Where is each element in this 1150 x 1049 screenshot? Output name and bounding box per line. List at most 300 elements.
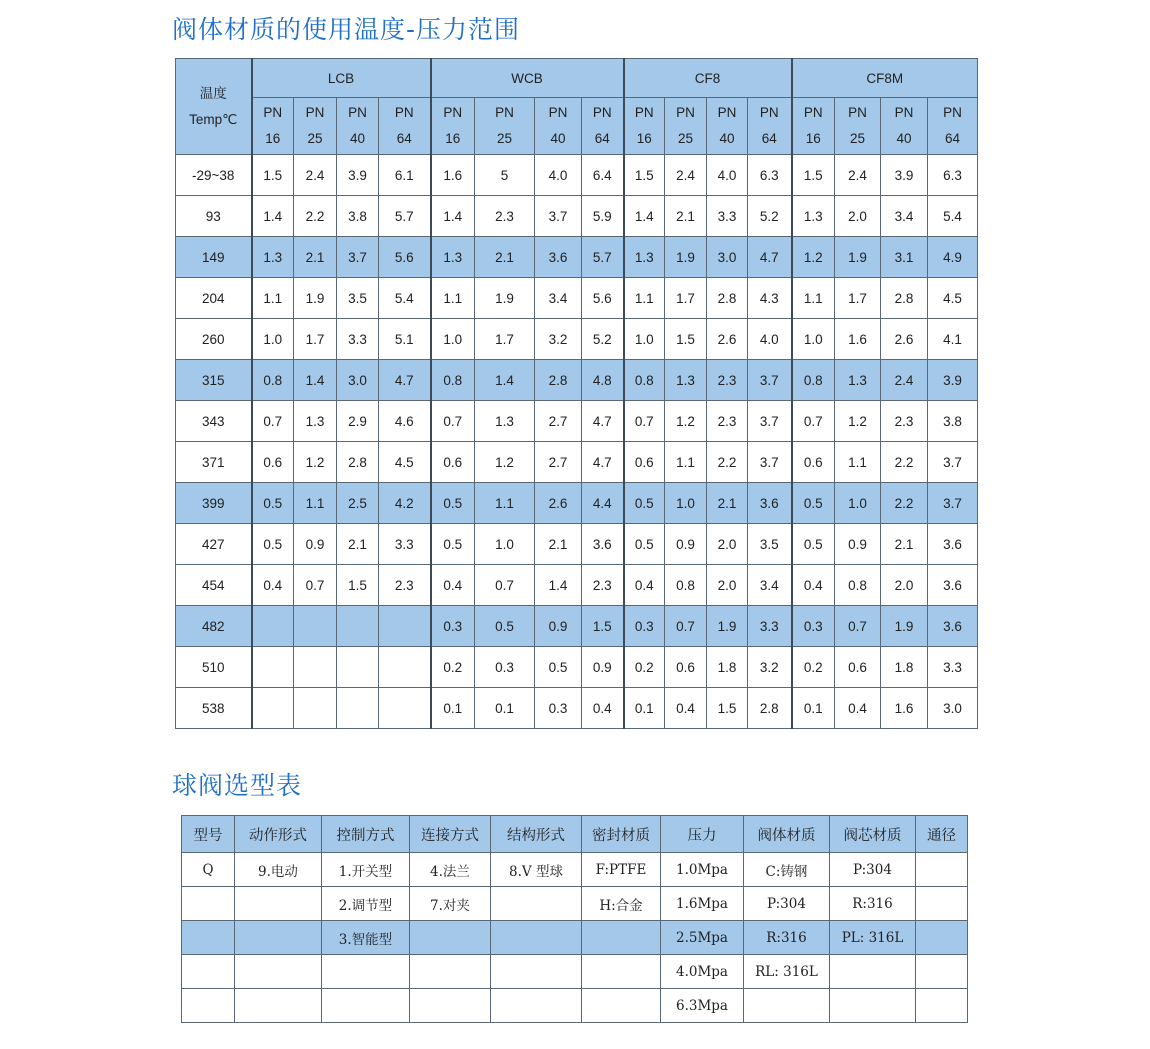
pressure-cell: 0.7 xyxy=(792,401,835,442)
pressure-cell: 2.2 xyxy=(881,483,928,524)
table-row xyxy=(176,442,978,483)
pressure-cell: 2.1 xyxy=(337,524,379,565)
selection-cell: 9.电动 xyxy=(235,853,322,887)
pressure-cell: 2.2 xyxy=(881,442,928,483)
selection-cell: 4.法兰 xyxy=(410,853,491,887)
selection-cell: 1.开关型 xyxy=(322,853,410,887)
pressure-cell: 0.5 xyxy=(792,524,835,565)
pressure-cell: 1.1 xyxy=(294,483,337,524)
selection-header-4: 结构形式 xyxy=(491,816,582,853)
pressure-cell: 3.0 xyxy=(707,237,748,278)
pressure-cell: 1.2 xyxy=(792,237,835,278)
pn-header-0-1 xyxy=(294,98,337,155)
pressure-cell: 0.4 xyxy=(252,565,294,606)
pressure-cell: 1.7 xyxy=(665,278,707,319)
pressure-cell: 2.1 xyxy=(294,237,337,278)
temperature-cell: 427 xyxy=(176,524,252,565)
selection-cell xyxy=(410,921,491,955)
pressure-cell: 1.4 xyxy=(535,565,582,606)
temperature-cell: 260 xyxy=(176,319,252,360)
temperature-header xyxy=(176,59,252,155)
pn-value: 25 xyxy=(497,131,513,146)
pressure-cell: 2.1 xyxy=(881,524,928,565)
pressure-cell: 5.6 xyxy=(582,278,624,319)
pn-value: 16 xyxy=(805,131,821,146)
pressure-cell: 2.1 xyxy=(707,483,748,524)
pressure-cell: 1.3 xyxy=(624,237,665,278)
pressure-cell: 0.7 xyxy=(475,565,535,606)
pressure-cell: 1.5 xyxy=(624,155,665,196)
pressure-cell: 0.9 xyxy=(665,524,707,565)
selection-cell: H:合金 xyxy=(582,887,661,921)
pressure-cell: 2.6 xyxy=(881,319,928,360)
pressure-cell: 5.1 xyxy=(379,319,431,360)
pn-label: PN xyxy=(443,105,463,120)
pn-value: 40 xyxy=(550,131,566,146)
pn-header-3-2 xyxy=(881,98,928,155)
pressure-cell: 2.4 xyxy=(665,155,707,196)
pressure-cell: 1.7 xyxy=(294,319,337,360)
table-row xyxy=(182,887,968,921)
pressure-cell: 2.9 xyxy=(337,401,379,442)
pn-value: 64 xyxy=(945,131,961,146)
pressure-cell: 3.9 xyxy=(337,155,379,196)
selection-cell: 4.0Mpa xyxy=(661,955,744,989)
pressure-cell: 0.5 xyxy=(252,524,294,565)
pressure-cell: 2.7 xyxy=(535,401,582,442)
pressure-cell: 3.5 xyxy=(337,278,379,319)
temperature-cell: 482 xyxy=(176,606,252,647)
pn-label: PN xyxy=(305,105,325,120)
pn-value: 40 xyxy=(896,131,912,146)
pressure-cell: 0.9 xyxy=(294,524,337,565)
table-row xyxy=(176,483,978,524)
pressure-cell: 4.6 xyxy=(379,401,431,442)
pressure-cell: 2.2 xyxy=(294,196,337,237)
pressure-cell: 3.3 xyxy=(707,196,748,237)
pressure-cell: 5 xyxy=(475,155,535,196)
table-row xyxy=(176,688,978,729)
pressure-cell: 3.6 xyxy=(535,237,582,278)
pressure-cell: 3.3 xyxy=(748,606,792,647)
group-header-wcb: WCB xyxy=(431,59,624,98)
pressure-cell: 2.6 xyxy=(535,483,582,524)
pressure-cell: 0.7 xyxy=(835,606,881,647)
selection-header-9: 通径 xyxy=(916,816,968,853)
selection-cell: P:304 xyxy=(744,887,830,921)
group-header-cf8: CF8 xyxy=(624,59,792,98)
selection-cell xyxy=(182,955,235,989)
temperature-header-en: Temp℃ xyxy=(189,111,238,127)
temperature-cell: 510 xyxy=(176,647,252,688)
pn-header-3-0 xyxy=(792,98,835,155)
pressure-cell: 4.7 xyxy=(582,401,624,442)
pn-value: 25 xyxy=(678,131,694,146)
pn-value: 25 xyxy=(307,131,323,146)
pressure-cell: 2.3 xyxy=(707,360,748,401)
pressure-cell: 0.8 xyxy=(792,360,835,401)
pressure-cell: 1.5 xyxy=(252,155,294,196)
pressure-cell: 0.4 xyxy=(665,688,707,729)
pressure-cell: 3.4 xyxy=(748,565,792,606)
pressure-cell: 1.9 xyxy=(835,237,881,278)
selection-cell: 6.3Mpa xyxy=(661,989,744,1023)
selection-cell xyxy=(182,989,235,1023)
table-row xyxy=(182,921,968,955)
temperature-cell: 454 xyxy=(176,565,252,606)
pressure-cell: 2.8 xyxy=(337,442,379,483)
pn-label: PN xyxy=(717,105,737,120)
pressure-cell: 2.0 xyxy=(881,565,928,606)
pressure-cell xyxy=(337,688,379,729)
pn-header-2-0 xyxy=(624,98,665,155)
pressure-cell xyxy=(252,606,294,647)
pressure-cell: 4.8 xyxy=(582,360,624,401)
pn-header-1-1 xyxy=(475,98,535,155)
pn-label: PN xyxy=(803,105,823,120)
temperature-cell: 315 xyxy=(176,360,252,401)
pressure-cell: 3.7 xyxy=(535,196,582,237)
pressure-cell: 0.3 xyxy=(624,606,665,647)
pn-header-0-0 xyxy=(252,98,294,155)
pressure-cell: 1.5 xyxy=(792,155,835,196)
selection-cell: 2.调节型 xyxy=(322,887,410,921)
pressure-cell: 4.5 xyxy=(379,442,431,483)
pressure-cell: 1.6 xyxy=(881,688,928,729)
pressure-cell: 1.9 xyxy=(707,606,748,647)
pressure-cell: 2.4 xyxy=(881,360,928,401)
pressure-cell: 5.2 xyxy=(748,196,792,237)
pressure-cell: 3.2 xyxy=(748,647,792,688)
pressure-cell: 2.5 xyxy=(337,483,379,524)
pressure-cell: 1.7 xyxy=(835,278,881,319)
pressure-cell: 3.6 xyxy=(748,483,792,524)
pressure-cell: 1.0 xyxy=(252,319,294,360)
selection-cell: 2.5Mpa xyxy=(661,921,744,955)
pressure-cell: 0.7 xyxy=(665,606,707,647)
pressure-cell: 0.4 xyxy=(582,688,624,729)
pressure-cell: 1.2 xyxy=(475,442,535,483)
pressure-cell: 4.1 xyxy=(928,319,978,360)
pressure-cell: 0.6 xyxy=(835,647,881,688)
pressure-cell: 2.0 xyxy=(835,196,881,237)
pressure-cell: 1.0 xyxy=(431,319,475,360)
temperature-cell: 371 xyxy=(176,442,252,483)
pressure-cell: 0.2 xyxy=(624,647,665,688)
temperature-cell: -29~38 xyxy=(176,155,252,196)
pn-value: 64 xyxy=(761,131,777,146)
pressure-cell: 3.4 xyxy=(881,196,928,237)
pn-value: 40 xyxy=(719,131,735,146)
pressure-cell: 5.4 xyxy=(928,196,978,237)
pressure-cell: 3.3 xyxy=(928,647,978,688)
pn-label: PN xyxy=(263,105,283,120)
pressure-cell: 5.6 xyxy=(379,237,431,278)
pressure-cell: 2.3 xyxy=(582,565,624,606)
pressure-cell: 1.5 xyxy=(665,319,707,360)
pressure-cell: 2.1 xyxy=(475,237,535,278)
pressure-cell: 0.7 xyxy=(294,565,337,606)
pressure-cell: 5.2 xyxy=(582,319,624,360)
selection-cell xyxy=(916,989,968,1023)
pressure-cell: 3.6 xyxy=(928,606,978,647)
selection-header-6: 压力 xyxy=(661,816,744,853)
selection-cell: R:316 xyxy=(744,921,830,955)
pressure-cell: 1.1 xyxy=(624,278,665,319)
table-row xyxy=(176,647,978,688)
pressure-cell: 6.3 xyxy=(748,155,792,196)
selection-cell: 8.V 型球 xyxy=(491,853,582,887)
pressure-cell: 4.7 xyxy=(582,442,624,483)
selection-header-1: 动作形式 xyxy=(235,816,322,853)
pressure-cell: 3.9 xyxy=(928,360,978,401)
pressure-cell: 1.4 xyxy=(294,360,337,401)
pressure-cell: 0.5 xyxy=(431,524,475,565)
pressure-cell: 0.3 xyxy=(535,688,582,729)
pressure-cell xyxy=(294,688,337,729)
pressure-cell: 3.1 xyxy=(881,237,928,278)
selection-cell xyxy=(916,853,968,887)
pressure-cell: 6.3 xyxy=(928,155,978,196)
selection-cell xyxy=(182,887,235,921)
pressure-cell: 3.7 xyxy=(748,442,792,483)
pressure-cell: 4.7 xyxy=(379,360,431,401)
selection-cell xyxy=(182,921,235,955)
pressure-cell: 0.6 xyxy=(665,647,707,688)
pn-value: 64 xyxy=(396,131,412,146)
pressure-cell xyxy=(337,606,379,647)
selection-cell xyxy=(744,989,830,1023)
pressure-cell: 2.8 xyxy=(881,278,928,319)
pressure-cell: 4.7 xyxy=(748,237,792,278)
pressure-cell xyxy=(379,647,431,688)
pn-value: 16 xyxy=(445,131,461,146)
pn-header-2-1 xyxy=(665,98,707,155)
pressure-cell xyxy=(337,647,379,688)
pressure-cell: 0.5 xyxy=(431,483,475,524)
pressure-cell: 0.4 xyxy=(792,565,835,606)
pn-label: PN xyxy=(548,105,568,120)
table-row xyxy=(176,196,978,237)
selection-cell xyxy=(830,989,916,1023)
pressure-cell: 6.4 xyxy=(582,155,624,196)
pressure-cell: 2.8 xyxy=(707,278,748,319)
pressure-cell: 3.7 xyxy=(748,401,792,442)
pressure-cell: 0.2 xyxy=(792,647,835,688)
selection-cell xyxy=(410,955,491,989)
pressure-cell: 3.8 xyxy=(337,196,379,237)
pressure-cell: 1.1 xyxy=(252,278,294,319)
selection-cell xyxy=(582,989,661,1023)
pressure-cell: 1.5 xyxy=(707,688,748,729)
pressure-cell: 2.6 xyxy=(707,319,748,360)
pressure-cell: 0.8 xyxy=(665,565,707,606)
pn-label: PN xyxy=(592,105,612,120)
selection-cell xyxy=(235,921,322,955)
table-row xyxy=(176,155,978,196)
pressure-cell xyxy=(294,606,337,647)
pressure-cell: 0.1 xyxy=(475,688,535,729)
selection-cell xyxy=(491,989,582,1023)
pressure-cell xyxy=(294,647,337,688)
pressure-cell: 4.0 xyxy=(748,319,792,360)
selection-header-0: 型号 xyxy=(182,816,235,853)
selection-cell: 1.0Mpa xyxy=(661,853,744,887)
pressure-cell: 0.2 xyxy=(431,647,475,688)
pressure-cell: 3.3 xyxy=(337,319,379,360)
pressure-cell: 2.8 xyxy=(748,688,792,729)
pn-label: PN xyxy=(759,105,779,120)
selection-cell: F:PTFE xyxy=(582,853,661,887)
pressure-cell: 0.3 xyxy=(431,606,475,647)
pressure-cell xyxy=(252,688,294,729)
pressure-cell: 1.3 xyxy=(475,401,535,442)
pressure-cell: 2.3 xyxy=(881,401,928,442)
pressure-cell: 3.6 xyxy=(928,565,978,606)
pn-value: 16 xyxy=(636,131,652,146)
pn-header-3-3 xyxy=(928,98,978,155)
pressure-cell: 0.7 xyxy=(624,401,665,442)
pressure-cell: 4.0 xyxy=(535,155,582,196)
pressure-cell: 0.3 xyxy=(792,606,835,647)
pressure-cell: 0.6 xyxy=(431,442,475,483)
pressure-cell: 1.5 xyxy=(337,565,379,606)
pressure-cell: 1.2 xyxy=(294,442,337,483)
pressure-cell: 0.5 xyxy=(475,606,535,647)
ball-valve-selection-table xyxy=(181,815,968,1023)
pn-value: 64 xyxy=(594,131,610,146)
table-row xyxy=(176,319,978,360)
pressure-cell: 0.5 xyxy=(624,524,665,565)
selection-cell xyxy=(916,887,968,921)
pressure-cell: 3.7 xyxy=(928,442,978,483)
pressure-cell: 5.7 xyxy=(379,196,431,237)
temperature-cell: 399 xyxy=(176,483,252,524)
pressure-cell: 3.5 xyxy=(748,524,792,565)
pressure-cell: 2.0 xyxy=(707,565,748,606)
temperature-cell: 343 xyxy=(176,401,252,442)
pressure-cell: 1.0 xyxy=(792,319,835,360)
pressure-cell: 2.1 xyxy=(665,196,707,237)
pressure-cell: 3.3 xyxy=(379,524,431,565)
pressure-cell: 1.7 xyxy=(475,319,535,360)
pressure-cell: 1.3 xyxy=(835,360,881,401)
pressure-cell: 0.8 xyxy=(431,360,475,401)
pressure-cell: 0.9 xyxy=(582,647,624,688)
pressure-cell: 0.7 xyxy=(252,401,294,442)
selection-cell: Q xyxy=(182,853,235,887)
pressure-cell: 6.1 xyxy=(379,155,431,196)
pn-header-1-0 xyxy=(431,98,475,155)
pressure-cell xyxy=(379,688,431,729)
table-row xyxy=(176,606,978,647)
pressure-cell: 0.9 xyxy=(535,606,582,647)
table-row xyxy=(176,278,978,319)
pressure-cell: 2.3 xyxy=(707,401,748,442)
pressure-cell: 2.8 xyxy=(535,360,582,401)
pressure-cell: 1.4 xyxy=(475,360,535,401)
pressure-cell: 1.1 xyxy=(835,442,881,483)
pressure-cell: 4.0 xyxy=(707,155,748,196)
pressure-cell: 2.1 xyxy=(535,524,582,565)
temperature-header-cn: 温度 xyxy=(199,85,227,101)
pressure-cell: 1.5 xyxy=(582,606,624,647)
pressure-cell: 1.0 xyxy=(475,524,535,565)
pressure-cell: 1.3 xyxy=(431,237,475,278)
selection-cell xyxy=(582,955,661,989)
pressure-cell: 1.1 xyxy=(431,278,475,319)
selection-cell xyxy=(235,955,322,989)
pressure-cell: 0.1 xyxy=(624,688,665,729)
pressure-cell: 1.9 xyxy=(294,278,337,319)
pressure-cell: 3.4 xyxy=(535,278,582,319)
selection-cell xyxy=(322,955,410,989)
table-row xyxy=(182,955,968,989)
selection-cell xyxy=(491,955,582,989)
pn-value: 25 xyxy=(850,131,866,146)
pressure-cell: 1.9 xyxy=(881,606,928,647)
pn-header-0-2 xyxy=(337,98,379,155)
pressure-cell: 0.6 xyxy=(792,442,835,483)
pn-header-1-3 xyxy=(582,98,624,155)
selection-cell xyxy=(916,921,968,955)
pressure-cell: 3.0 xyxy=(337,360,379,401)
pressure-cell: 2.4 xyxy=(294,155,337,196)
pressure-cell: 1.8 xyxy=(881,647,928,688)
selection-cell: 7.对夹 xyxy=(410,887,491,921)
pressure-cell: 0.4 xyxy=(835,688,881,729)
pressure-cell: 1.0 xyxy=(624,319,665,360)
pressure-cell: 1.3 xyxy=(252,237,294,278)
temperature-cell: 149 xyxy=(176,237,252,278)
table-row xyxy=(182,989,968,1023)
pressure-cell: 1.4 xyxy=(252,196,294,237)
pn-value: 40 xyxy=(349,131,366,146)
pressure-cell: 0.5 xyxy=(792,483,835,524)
table-row xyxy=(176,401,978,442)
selection-cell xyxy=(235,989,322,1023)
pressure-cell: 1.9 xyxy=(665,237,707,278)
pressure-cell: 0.5 xyxy=(624,483,665,524)
pressure-cell: 0.5 xyxy=(535,647,582,688)
pressure-cell: 4.3 xyxy=(748,278,792,319)
pressure-cell: 3.2 xyxy=(535,319,582,360)
table-row xyxy=(176,360,978,401)
pressure-cell: 3.9 xyxy=(881,155,928,196)
pressure-cell: 4.9 xyxy=(928,237,978,278)
selection-cell xyxy=(830,955,916,989)
pressure-cell xyxy=(252,647,294,688)
selection-cell xyxy=(322,989,410,1023)
pressure-cell: 1.8 xyxy=(707,647,748,688)
pressure-cell: 0.6 xyxy=(252,442,294,483)
pressure-cell: 5.9 xyxy=(582,196,624,237)
selection-cell: 1.6Mpa xyxy=(661,887,744,921)
pressure-cell: 1.1 xyxy=(665,442,707,483)
pressure-cell: 2.4 xyxy=(835,155,881,196)
selection-cell xyxy=(916,955,968,989)
pressure-cell: 3.0 xyxy=(928,688,978,729)
selection-cell: PL: 316L xyxy=(830,921,916,955)
pressure-cell: 1.3 xyxy=(665,360,707,401)
selection-header-5: 密封材质 xyxy=(582,816,661,853)
pn-label: PN xyxy=(495,105,514,120)
selection-cell xyxy=(491,921,582,955)
selection-header-2: 控制方式 xyxy=(322,816,410,853)
pressure-cell xyxy=(379,606,431,647)
selection-cell: RL: 316L xyxy=(744,955,830,989)
pressure-cell: 1.4 xyxy=(431,196,475,237)
